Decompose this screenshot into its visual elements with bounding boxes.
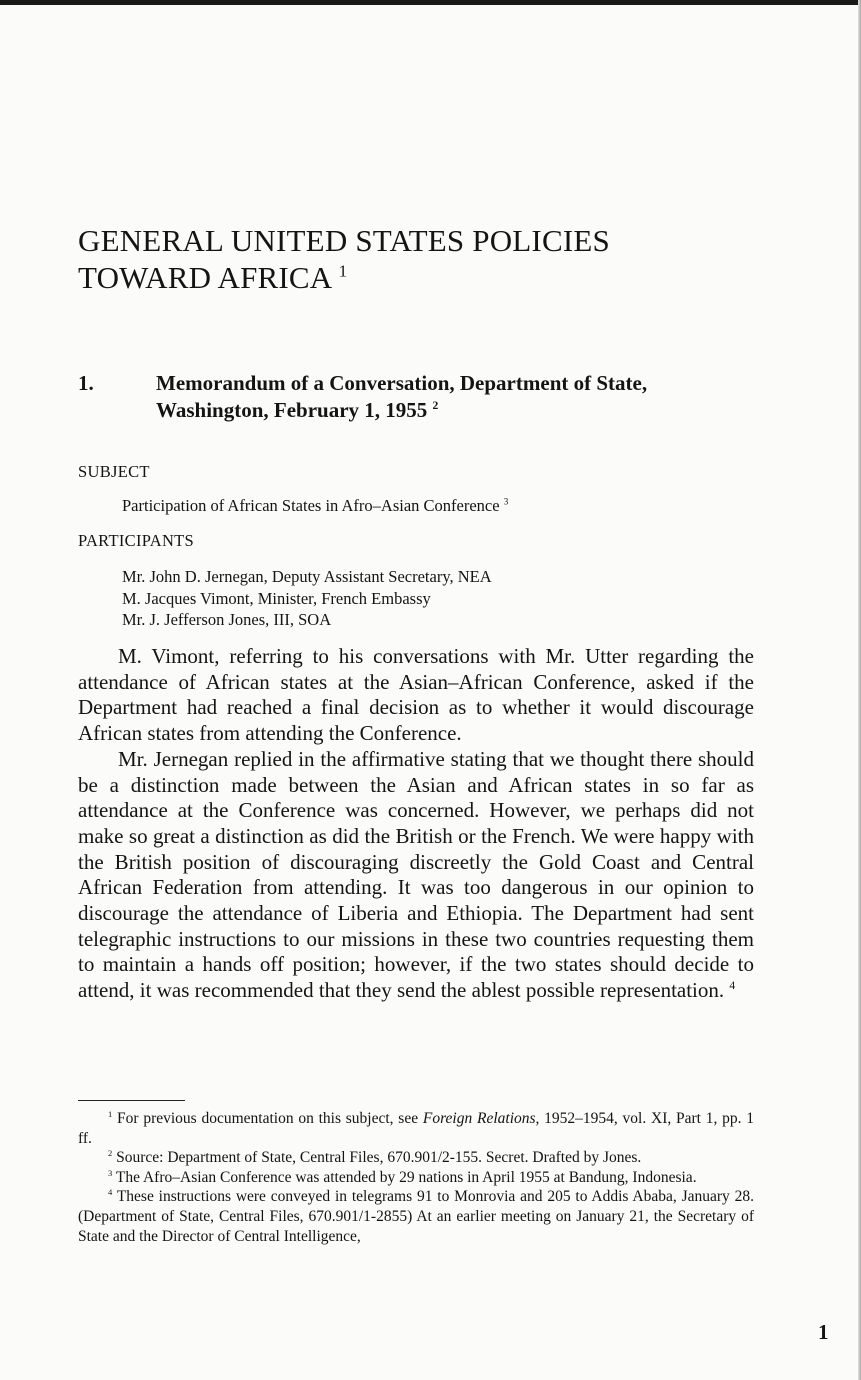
- subject-text: [122, 496, 508, 516]
- footnote-2-mark: 2: [108, 1148, 113, 1159]
- footnote-2-text: Source: Department of State, Central Files, 670.901/2-155. Secret. Drafted by Jones.: [116, 1149, 642, 1167]
- footnote-1-after-volume: , Part 1, pp. 1 ff.: [78, 1110, 754, 1147]
- body-footnote-ref[interactable]: 4: [729, 980, 736, 993]
- footnote-4: [78, 1187, 754, 1246]
- participant-vimont: M. Jacques Vimont, Minister, French Embassy: [122, 588, 431, 608]
- footnote-3-mark: 3: [108, 1167, 113, 1178]
- chapter-title: [78, 222, 610, 296]
- participants-label: PARTICIPANTS: [78, 531, 195, 550]
- participant-jones: Mr. J. Jefferson Jones, III, SOA: [122, 610, 332, 629]
- footnote-3: [78, 1168, 754, 1188]
- body-paragraph-1: M. Vimont, referring to his conversations with Mr. Utter regarding the attendance of African states at the Asian–African Conference, asked if the Department had reached a final decision as to whether it would discourage African states from attending the Conference.: [78, 644, 754, 746]
- chapter-footnote-ref[interactable]: 1: [338, 261, 348, 281]
- page-number: 1: [818, 1320, 829, 1344]
- subject-label: SUBJECT: [78, 462, 150, 481]
- document-number: 1.: [78, 371, 94, 395]
- document-title: [156, 370, 758, 424]
- document-title-text: Memorandum of a Conversation, Department of State, Washington, February 1, 1955: [156, 371, 648, 422]
- footnote-1-mark: 1: [108, 1108, 113, 1119]
- participants-list: [122, 566, 492, 631]
- footnote-1-before: For previous documentation on this subject, see: [117, 1110, 419, 1127]
- subject-text-content: Participation of African States in Afro–Asian Conference: [122, 496, 500, 515]
- body-paragraph-2-text: Mr. Jernegan replied in the affirmative stating that we thought there should be a distinction made between the Asian and African states in so far as attendance at the Conference was concerned. However, we perhaps did not make so great a distinction as did the British or the French. We were happy with the British position of discouraging discreetly the Gold Coast and Central African Federation from attending. It was too dangerous in our opinion to discourage the attendance of Liberia and Ethiopia. The Department had sent telegraphic instructions to our missions in these two countries requesting them to maintain a hands off position; however, if the two states should decide to attend, it was recommended that they send the ablest possible representation.: [78, 746, 754, 1003]
- participant-jernegan: Mr. John D. Jernegan, Deputy Assistant Secretary, NEA: [122, 567, 492, 586]
- footnote-divider: [78, 1100, 185, 1101]
- footnote-3-text: The Afro–Asian Conference was attended by 29 nations in April 1955 at Bandung, Indonesia.: [115, 1168, 697, 1186]
- memo-body: [78, 644, 754, 1004]
- document-heading: [78, 370, 758, 424]
- subject-footnote-ref[interactable]: 3: [503, 496, 509, 507]
- chapter-title-line1: GENERAL UNITED STATES POLICIES: [78, 223, 610, 258]
- footnote-2: [78, 1148, 754, 1168]
- footnote-1: [78, 1109, 754, 1148]
- footnotes: [78, 1109, 754, 1246]
- footnote-4-mark: 4: [108, 1187, 113, 1198]
- top-border-rule: [0, 0, 861, 5]
- footnote-1-volume: XI: [651, 1110, 668, 1127]
- footnote-1-after-date: , 1952–1954, vol.: [535, 1110, 647, 1127]
- document-footnote-ref[interactable]: 2: [432, 400, 439, 412]
- chapter-title-line2: TOWARD AFRICA: [78, 260, 331, 295]
- body-paragraph-2: [78, 747, 754, 1004]
- footnote-1-citation: Foreign Relations: [422, 1110, 536, 1127]
- footnote-4-text: These instructions were conveyed in telegrams 91 to Monrovia and 205 to Addis Ababa, January 28. (Department of State, Central Files, 670.901/1-2855) At an earlier meeting on January 21, the Secretary of State and the Director of Central Intelligence,: [78, 1188, 754, 1245]
